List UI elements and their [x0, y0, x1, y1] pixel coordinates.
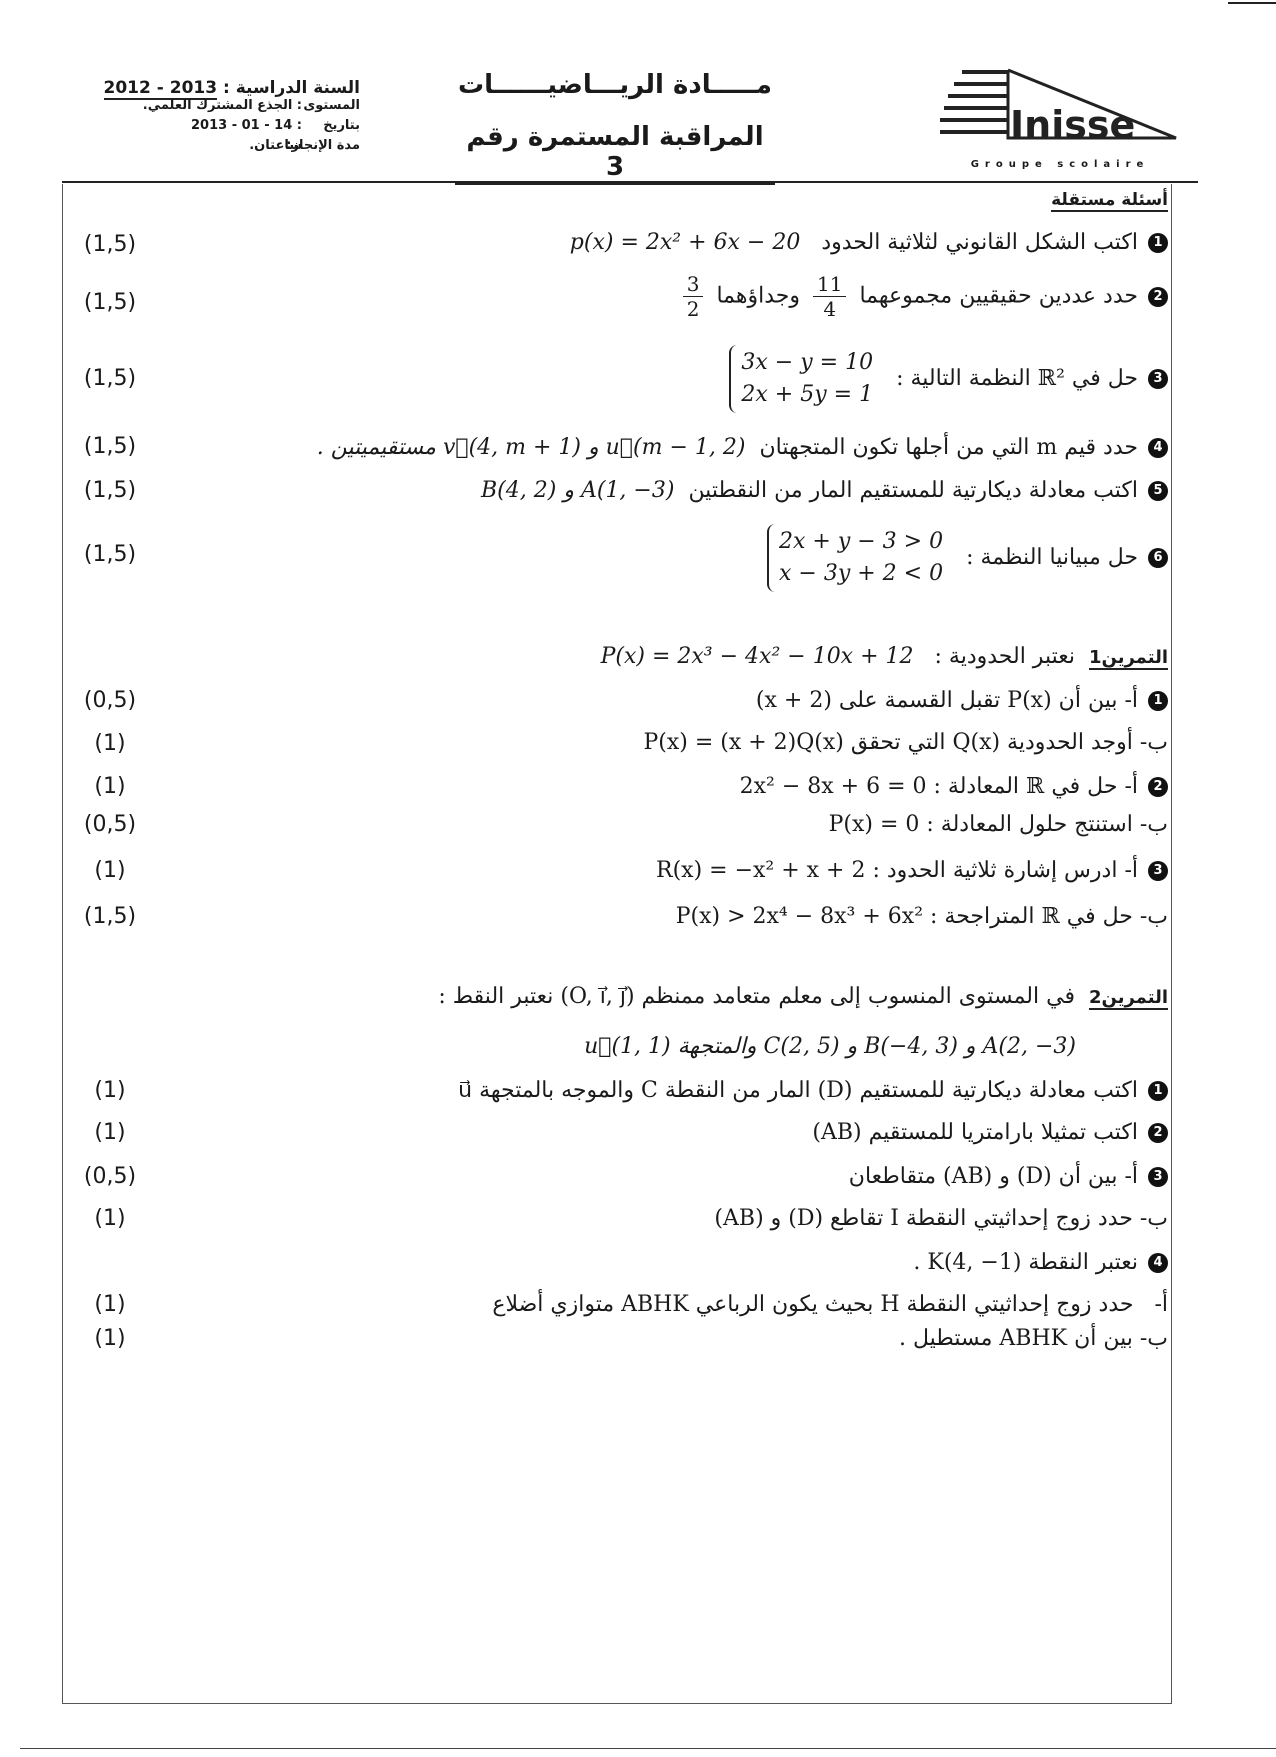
item-prefix: أ- — [1124, 688, 1138, 713]
date-row — [40, 118, 360, 138]
question-text: حل مبيانيا النظمة : — [966, 545, 1138, 570]
item-text: استنتج حلول المعادلة : P(x) = 0 — [828, 812, 1133, 837]
exercise-2-intro — [438, 984, 1168, 1009]
points: (1,5) — [83, 542, 137, 567]
points: (1) — [94, 774, 126, 799]
item-text: بين أن ABHK مستطيل . — [899, 1326, 1133, 1351]
question-text: حدد عددين حقيقيين مجموعهما — [859, 283, 1138, 309]
ex2-item-4a — [492, 1292, 1168, 1317]
points: (1) — [94, 1078, 126, 1103]
school-year-value: 2013 - 2012 — [103, 78, 218, 98]
inequality-system: 2x + y − 3 > 0 x − 3y + 2 < 0 — [767, 524, 953, 592]
item-text: اكتب معادلة ديكارتية للمستقيم (D) المار من النقطة C والموجه بالمتجهة u⃗ — [458, 1078, 1138, 1103]
exercise-2-points-def — [584, 1034, 1076, 1059]
points: (1) — [94, 1292, 126, 1317]
question-number: 5 — [1148, 481, 1168, 501]
item-prefix: أ- — [1154, 1292, 1168, 1317]
question-number: 2 — [1148, 1123, 1168, 1143]
ex1-item-1a — [756, 688, 1168, 713]
question-text: حدد قيم m التي من أجلها تكون المتجهتان — [759, 435, 1138, 460]
question-number: 1 — [1148, 691, 1168, 711]
exam-title: المراقبة المستمرة رقم 3 — [455, 122, 775, 185]
school-year-label: السنة الدراسية : — [222, 78, 360, 98]
page-bottom-line — [20, 1748, 1276, 1749]
question-2 — [677, 272, 1168, 321]
duration-row — [40, 138, 360, 158]
question-number: 4 — [1148, 438, 1168, 458]
subject-title: مـــــادة الريـــاضيــــــات — [457, 70, 773, 100]
logo-graphic — [940, 66, 1180, 156]
school-logo — [940, 66, 1180, 170]
ex2-item-3a — [849, 1164, 1168, 1189]
ex1-item-3b — [676, 904, 1168, 929]
question-number: 1 — [1148, 1081, 1168, 1101]
points: (1,5) — [83, 478, 137, 503]
exercise-title: التمرين2 — [1088, 987, 1168, 1008]
duration-value: ساعتان. — [249, 138, 302, 153]
ex2-item-4 — [913, 1250, 1168, 1275]
points: (1,5) — [83, 434, 137, 459]
points: (1) — [94, 858, 126, 883]
item-prefix: ب- — [1139, 812, 1168, 837]
question-4 — [317, 435, 1168, 460]
section-title: أسئلة مستقلة — [1051, 190, 1168, 210]
school-year — [40, 78, 360, 98]
question-text: حل في ℝ² النظمة التالية : — [896, 366, 1138, 391]
points: (0,5) — [83, 1164, 137, 1189]
ex1-item-1b — [643, 730, 1168, 755]
points: (1) — [94, 1120, 126, 1145]
ex2-item-4b — [899, 1326, 1168, 1351]
item-prefix: ب- — [1139, 1326, 1168, 1351]
item-text: حدد زوج إحداثيتي النقطة I تقاطع (D) و (AB) — [714, 1206, 1133, 1231]
question-1 — [570, 230, 1168, 255]
level-label: المستوى — [303, 98, 360, 113]
exercise-intro-math: P(x) = 2x³ − 4x² − 10x + 12 — [600, 644, 914, 669]
question-number: 4 — [1148, 1253, 1168, 1273]
points: (1,5) — [83, 232, 137, 257]
ex2-item-1 — [458, 1078, 1168, 1103]
question-number: 2 — [1148, 287, 1168, 307]
points: (1,5) — [83, 366, 137, 391]
level-row — [40, 98, 360, 118]
item-prefix: ب- — [1139, 1206, 1168, 1231]
points: (0,5) — [83, 812, 137, 837]
exercise-intro: نعتبر الحدودية : — [934, 644, 1075, 669]
question-math: A(1, −3) و B(4, 2) — [481, 478, 675, 503]
corner-mark — [1228, 2, 1276, 4]
points: (1) — [94, 731, 126, 756]
exercise-intro-math: A(2, −3) و B(−4, 3) و C(2, 5) والمتجهة u⃗(1, 1) — [584, 1034, 1076, 1059]
question-number: 3 — [1148, 1167, 1168, 1187]
equation-system: 3x − y = 10 2x + 5y = 1 — [729, 345, 883, 413]
points: (0,5) — [83, 688, 137, 713]
item-prefix: ب- — [1139, 904, 1168, 929]
item-prefix: أ- — [1124, 858, 1138, 883]
exercise-1-intro — [601, 644, 1168, 669]
question-text: وجداؤهما — [716, 283, 800, 309]
item-prefix: أ- — [1124, 1164, 1138, 1189]
question-3 — [723, 345, 1168, 413]
ex1-item-3a — [656, 858, 1168, 883]
ex1-item-2b — [829, 812, 1168, 837]
item-text: حل في ℝ المعادلة : 2x² − 8x + 6 = 0 — [739, 774, 1118, 799]
question-number: 3 — [1148, 369, 1168, 389]
question-text: اكتب معادلة ديكارتية للمستقيم المار من النقطتين — [688, 478, 1138, 503]
question-number: 2 — [1148, 777, 1168, 797]
points: (1) — [94, 1206, 126, 1231]
exercise-title: التمرين1 — [1088, 647, 1168, 668]
question-text: اكتب الشكل القانوني لثلاثية الحدود — [821, 230, 1138, 255]
level-value: : الجذع المشترك العلمي. — [142, 98, 302, 113]
question-number: 1 — [1148, 233, 1168, 253]
date-label: بتاريخ — [323, 118, 360, 133]
item-prefix: ب- — [1139, 730, 1168, 755]
question-number: 6 — [1148, 548, 1168, 568]
ex2-item-2 — [812, 1120, 1168, 1145]
header-divider — [62, 181, 1198, 183]
question-math: p(x) = 2x² + 6x − 20 — [569, 230, 801, 255]
exercise-intro: في المستوى المنسوب إلى معلم متعامد ممنظم (O, i⃗, j⃗) نعتبر النقط : — [438, 984, 1075, 1009]
item-prefix: أ- — [1124, 774, 1138, 799]
ex1-item-2a — [740, 774, 1168, 799]
question-5 — [481, 478, 1168, 503]
points: (1,5) — [83, 290, 137, 315]
exam-heading — [455, 70, 775, 185]
item-text: أوجد الحدودية Q(x) التي تحقق P(x) = (x + 2)Q(x) — [643, 730, 1133, 755]
item-text: حدد زوج إحداثيتي النقطة H بحيث يكون الرباعي ABHK متوازي أضلاع — [492, 1292, 1134, 1317]
question-6 — [761, 524, 1168, 592]
ex2-item-3b — [714, 1206, 1168, 1231]
item-text: ادرس إشارة ثلاثية الحدود : R(x) = −x² + x + 2 — [656, 858, 1118, 883]
date-value: : 14 - 01 - 2013 — [190, 118, 302, 133]
points: (1) — [94, 1326, 126, 1351]
fraction: $\frac{3}{2}$ — [683, 272, 704, 321]
item-text: بين أن (D) و (AB) متقاطعان — [848, 1164, 1118, 1189]
item-text: نعتبر النقطة K(4, −1) . — [913, 1250, 1138, 1275]
item-text: اكتب تمثيلا بارامتريا للمستقيم (AB) — [812, 1120, 1138, 1145]
item-text: حل في ℝ المتراجحة : P(x) > 2x⁴ − 8x³ + 6x² — [675, 904, 1133, 929]
duration-label: مدة الإنجاز: — [286, 138, 360, 153]
points: (1,5) — [83, 904, 137, 929]
exam-info — [40, 78, 360, 158]
item-text: بين أن P(x) تقبل القسمة على (x + 2) — [755, 688, 1118, 713]
logo-wordmark: Inisse — [1010, 103, 1136, 147]
logo-tagline: Groupe scolaire — [970, 159, 1150, 170]
question-math: u⃗(m − 1, 2) و v⃗(4, m + 1) مستقيميتين . — [316, 435, 746, 460]
fraction: $\frac{11}{4}$ — [813, 272, 846, 321]
question-number: 3 — [1148, 861, 1168, 881]
